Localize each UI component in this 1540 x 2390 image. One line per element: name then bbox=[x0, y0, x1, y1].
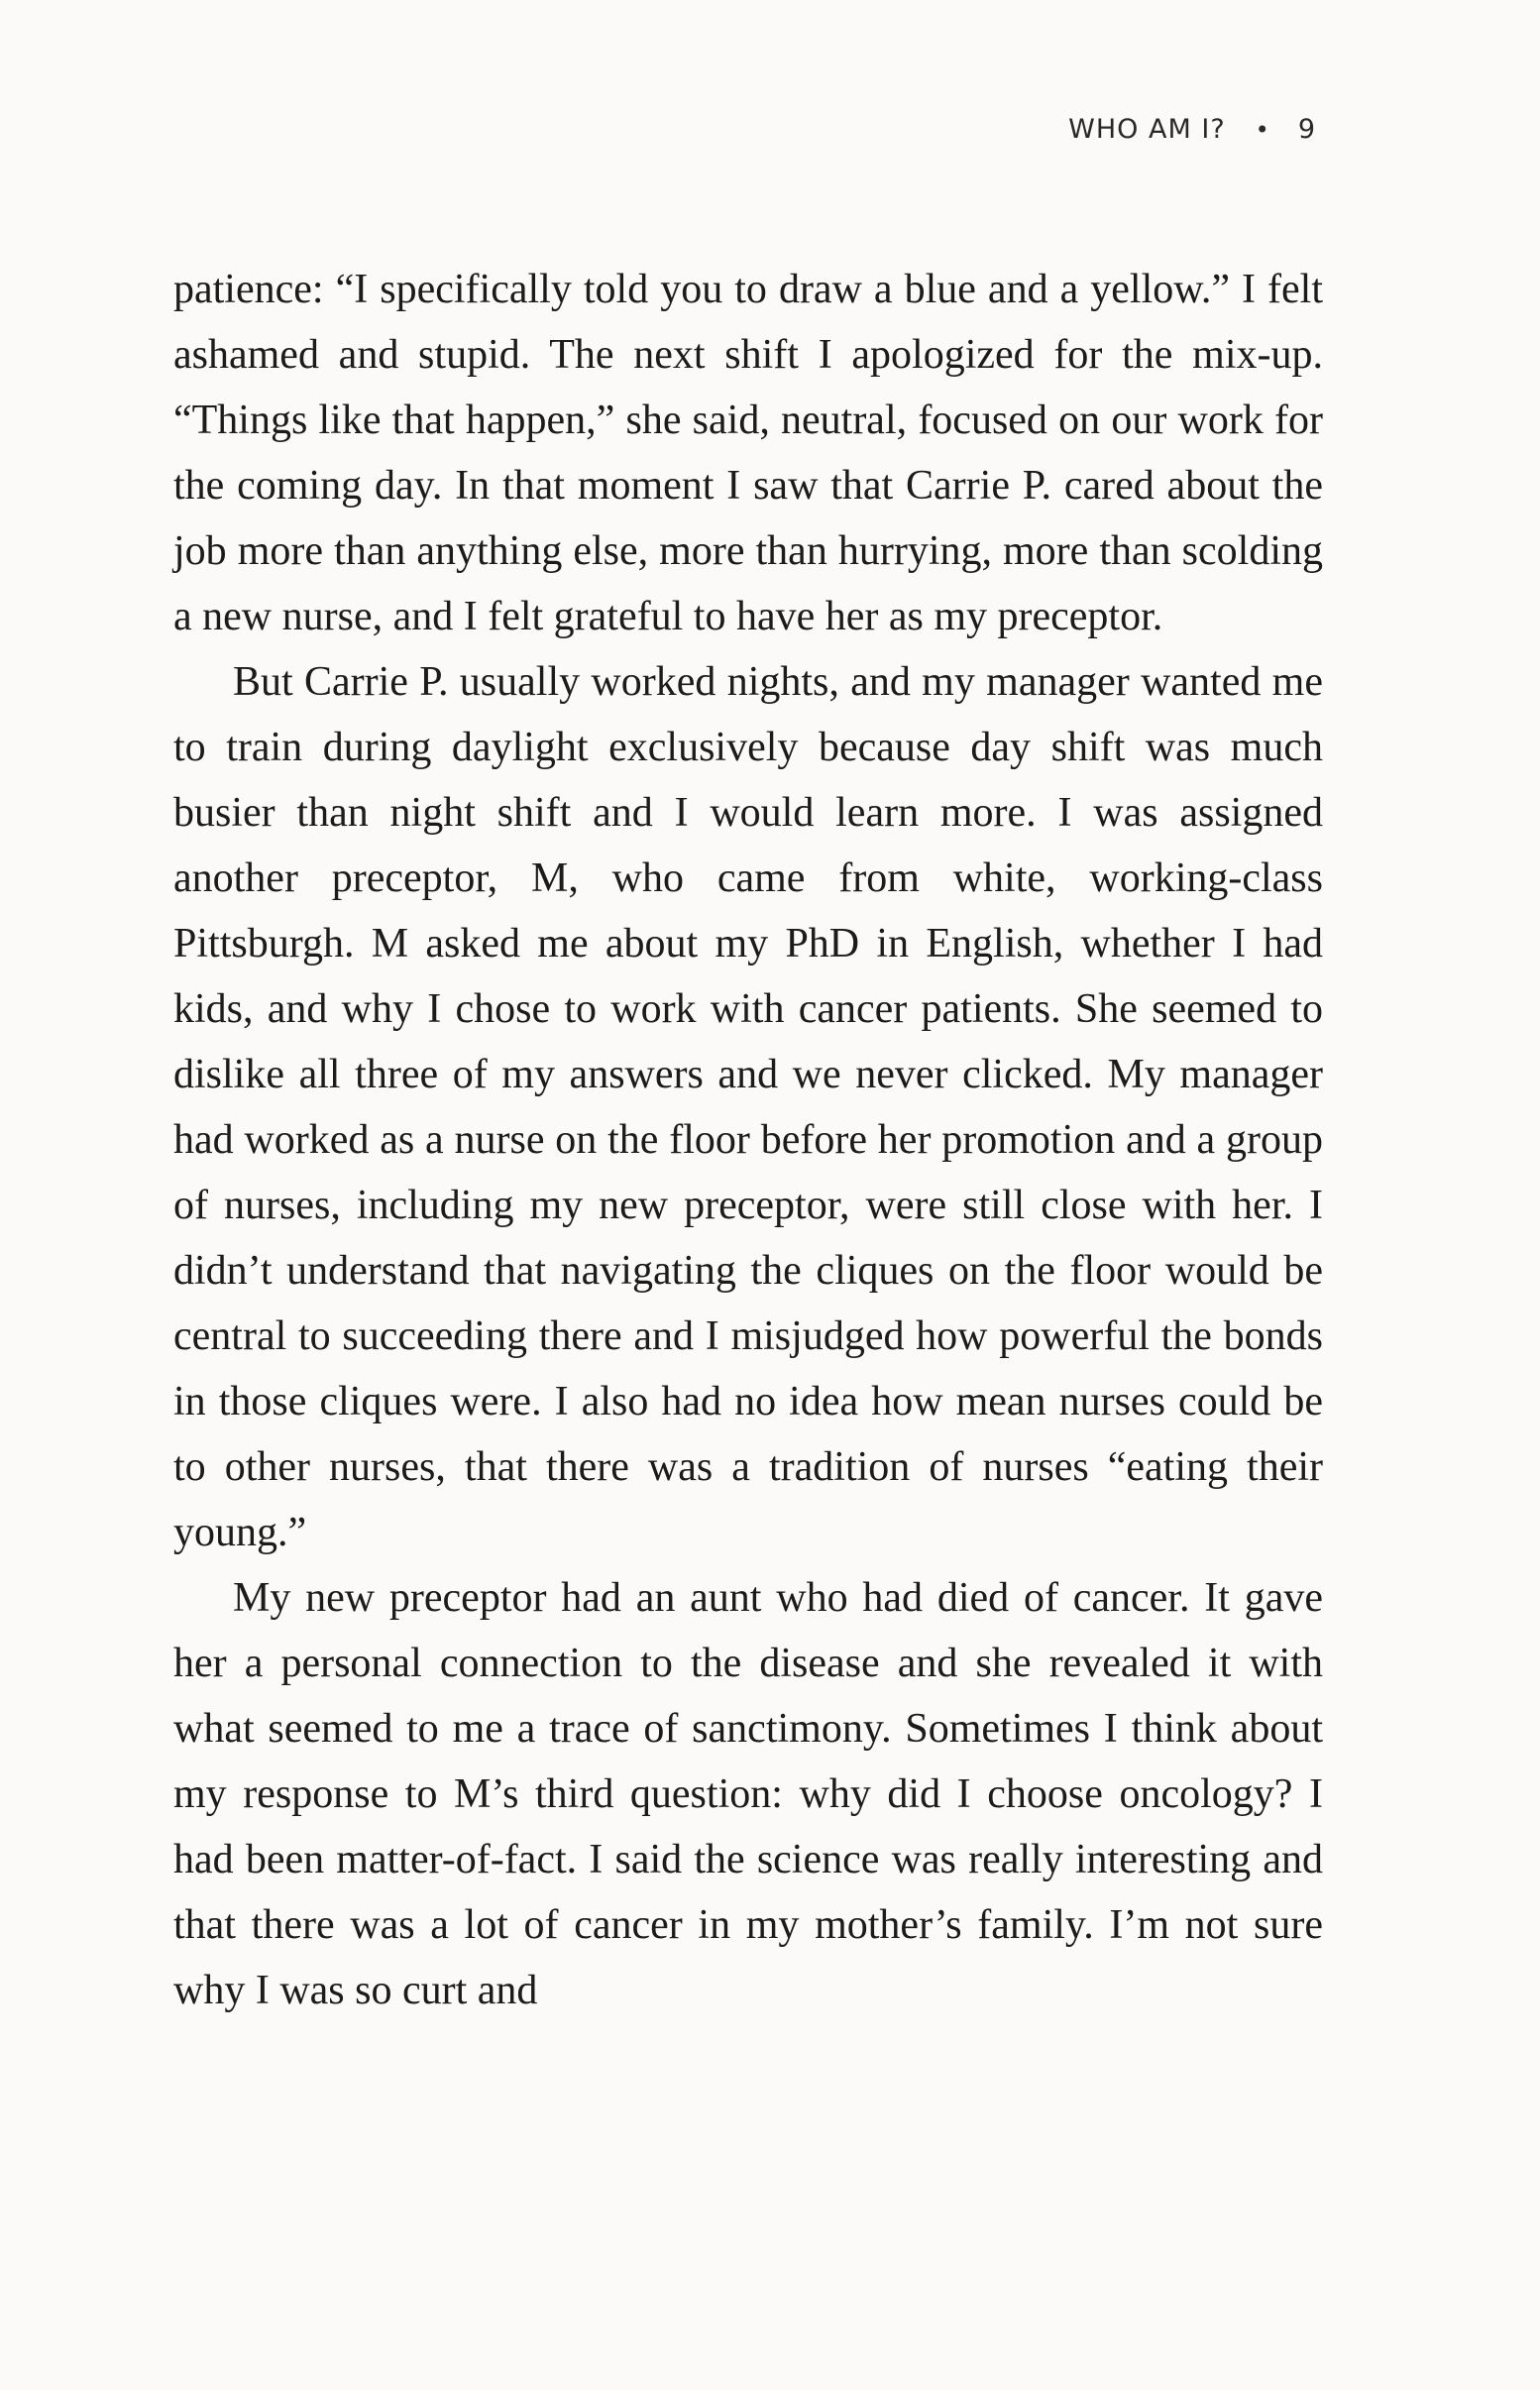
paragraph-2: But Carrie P. usually worked nights, and my manager wanted me to train during daylight exclusively because day shift was much busier than night shift and I would learn more. I was assigned another preceptor, M, who came from white, working-class Pittsburgh. M asked me about my PhD in English, whether I had kids, and why I chose to work with cancer patients. She seemed to dislike all three of my answers and we never clicked. My manager had worked as a nurse on the floor before her promotion and a group of nurses, including my new preceptor, were still close with her. I didn’t understand that navigating the cliques on the floor would be central to succeeding there and I misjudged how powerful the bonds in those cliques were. I also had no idea how mean nurses could be to other nurses, that there was a tradition of nurses “eating their young.” bbox=[173, 659, 1323, 1555]
paragraph-3: My new preceptor had an aunt who had died of cancer. It gave her a personal connection to the disease and she revealed it with what seemed to me a trace of sanctimony. Sometimes I think about my response to M’s third question: why did I choose oncology? I had been matter-of-fact. I said the science was really interesting and that there was a lot of cancer in my mother’s family. I’m not sure why I was so curt and bbox=[173, 1575, 1323, 2013]
chapter-title: WHO AM I? bbox=[1068, 114, 1226, 145]
paragraph-1: patience: “I specifically told you to draw a blue and a yellow.” I felt ashamed and stupid. The next shift I apologized for the mix-up. “Things like that happen,” she said, neutral, focused on our work for the coming day. In that moment I saw that Carrie P. cared about the job more than anything else, more than hurrying, more than scolding a new nurse, and I felt grateful to have her as my preceptor. bbox=[173, 267, 1323, 639]
page-number: 9 bbox=[1297, 114, 1316, 145]
body-text bbox=[173, 257, 1323, 2023]
running-head bbox=[1068, 114, 1316, 145]
separator-dot: • bbox=[1255, 115, 1270, 144]
